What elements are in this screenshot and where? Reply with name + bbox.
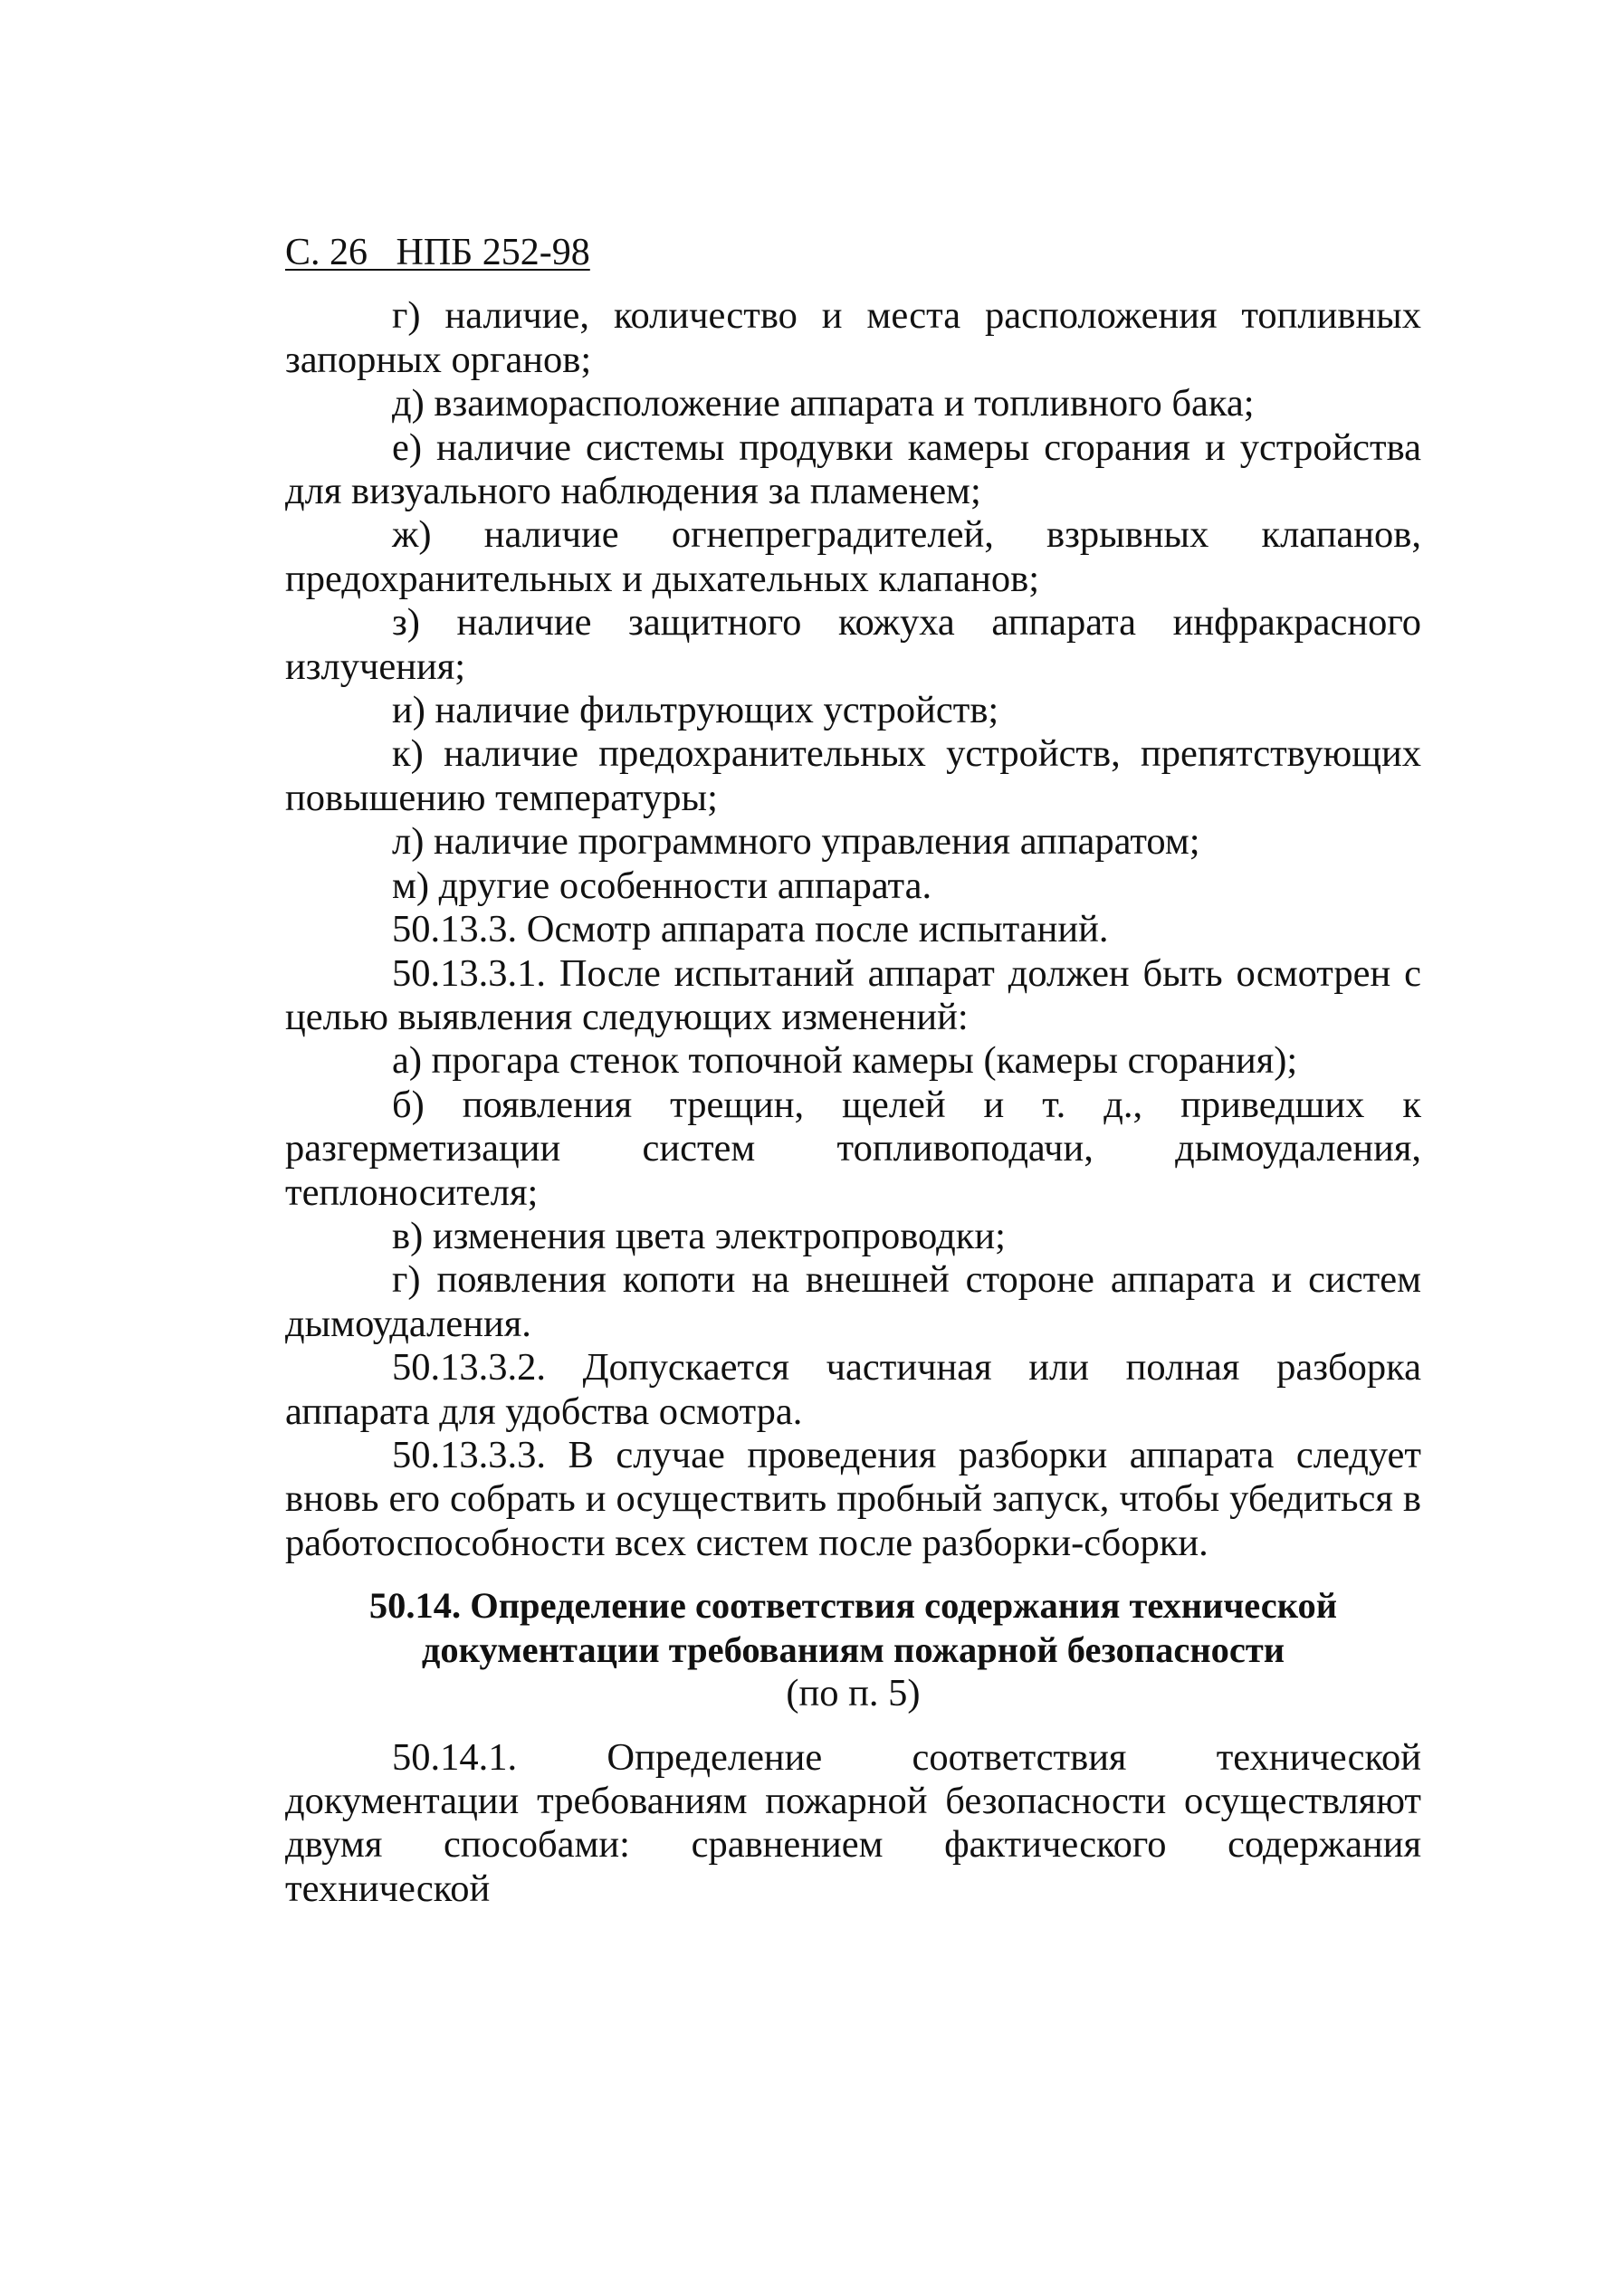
paragraph-item-z: з) наличие защитного кожуха аппарата инфракрасного излучения; (285, 601, 1421, 688)
page-header (285, 231, 590, 274)
section-subheading: (по п. 5) (786, 1672, 921, 1715)
paragraph-50-13-3: 50.13.3. Осмотр аппарата после испытаний. (392, 908, 1109, 951)
paragraph-item-i: и) наличие фильтрующих устройств; (392, 689, 999, 732)
paragraph-50-13-3-3: 50.13.3.3. В случае проведения разборки аппарата следует вновь его собрать и осуществить пробный запуск, чтобы убедиться в работоспособности всех систем после разборки-сборки. (285, 1433, 1421, 1564)
paragraph-item-zh: ж) наличие огнепреградителей, взрывных клапанов, предохранительных и дыхательных клапанов; (285, 513, 1421, 600)
body-text-bottom (285, 1736, 1421, 1912)
paragraph-item-g2: г) появления копоти на внешней стороне аппарата и систем дымоудаления. (285, 1258, 1421, 1345)
paragraph-50-13-3-1: 50.13.3.1. После испытаний аппарат должен быть осмотрен с целью выявления следующих изменений: (285, 951, 1421, 1038)
paragraph-item-e: е) наличие системы продувки камеры сгорания и устройства для визуального наблюдения за пламенем; (285, 425, 1421, 513)
paragraph-item-g: г) наличие, количество и места расположения топливных запорных органов; (285, 294, 1421, 381)
paragraph-item-v: в) изменения цвета электропроводки; (392, 1214, 1006, 1257)
page-reference: С. 26 (285, 232, 368, 273)
section-heading: 50.14. Определение соответствия содержания технической документации требованиям пожарной безопасности (368, 1585, 1338, 1671)
paragraph-50-13-3-2: 50.13.3.2. Допускается частичная или полная разборка аппарата для удобства осмотра. (285, 1346, 1421, 1433)
document-page (285, 231, 1421, 1911)
paragraph-item-a: а) прогара стенок топочной камеры (камеры сгорания); (392, 1039, 1298, 1083)
paragraph-item-b: б) появления трещин, щелей и т. д., приведших к разгерметизации систем топливоподачи, дымоудаления, теплоносителя; (285, 1083, 1421, 1214)
body-text-top (285, 294, 1421, 1565)
paragraph-item-m: м) другие особенности аппарата. (392, 864, 932, 907)
paragraph-50-14-1: 50.14.1. Определение соответствия технической документации требованиям пожарной безопасности осуществляют двумя способами: сравнением фактического содержания технической (285, 1735, 1421, 1910)
paragraph-item-k: к) наличие предохранительных устройств, препятствующих повышению температуры; (285, 732, 1421, 819)
document-code: НПБ 252-98 (396, 232, 590, 273)
paragraph-item-d: д) взаиморасположение аппарата и топливного бака; (392, 382, 1255, 425)
paragraph-item-l: л) наличие программного управления аппаратом; (392, 820, 1200, 864)
